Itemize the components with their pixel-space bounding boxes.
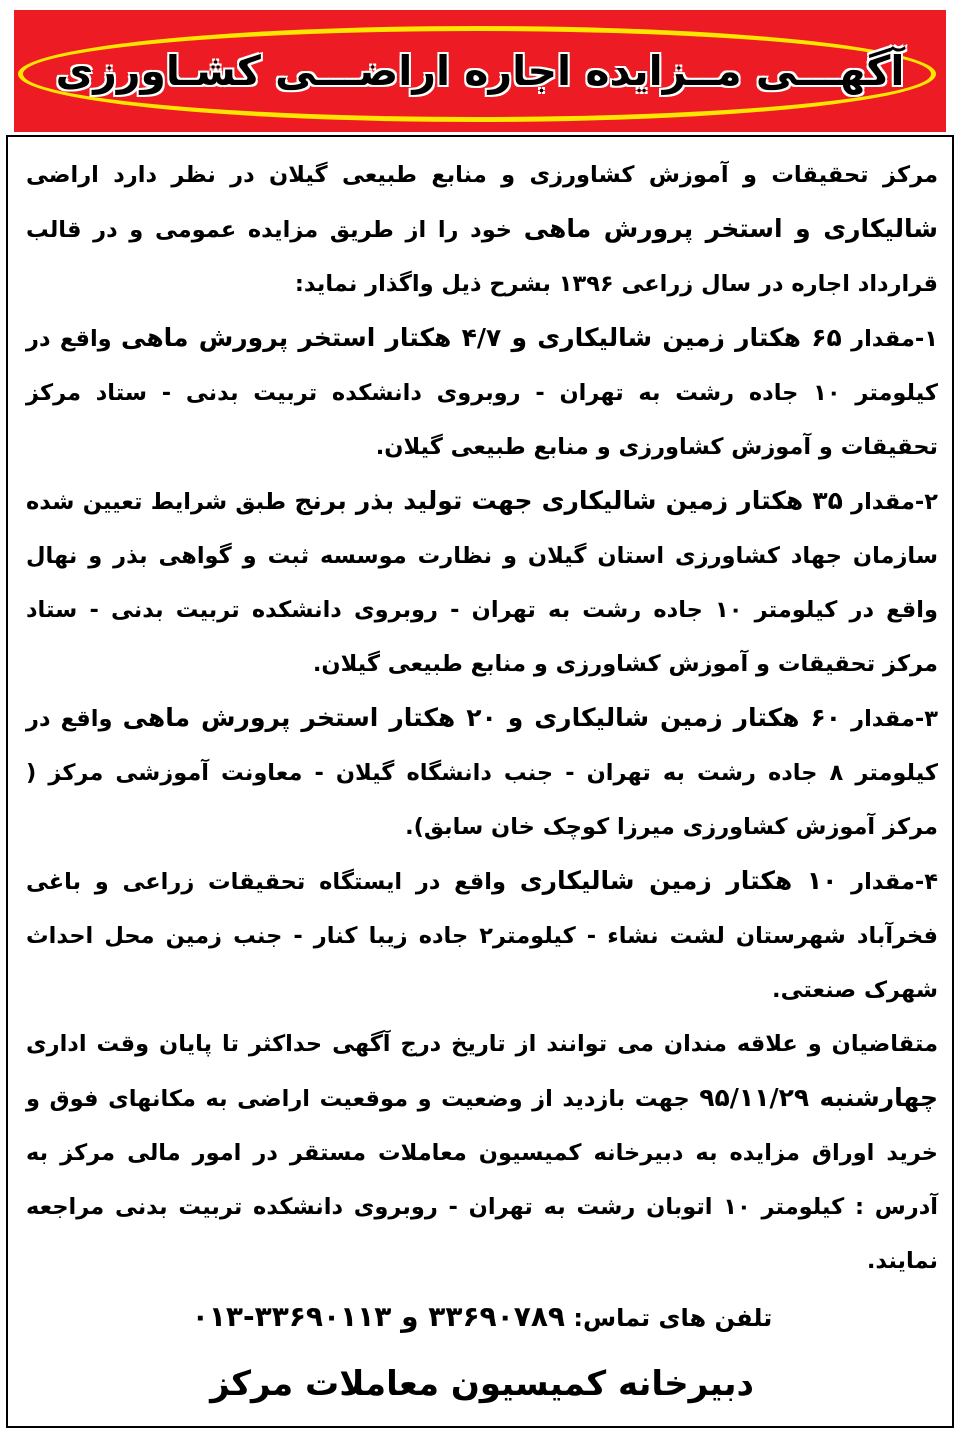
contact-and: و [391,1300,429,1333]
contact-line [26,1290,938,1344]
header-banner [14,10,946,132]
item-bold: ۱۰ هکتار زمین شالیکاری [519,866,838,895]
item-prefix: ۱-مقدار [841,326,938,352]
intro-paragraph [26,148,938,311]
item-text: طبق شرایط تعیین شده سازمان جهاد کشاورزی استان گیلان و نظارت موسسه ثبت و گواهی بذر و نهال واقع در کیلومتر ۱۰ جاده رشت به تهران - روبروی دانشکده تربیت بدنی - ستاد مرکز تحقیقات و آموزش کشاورزی و منابع طبیعی گیلان. [26,489,938,677]
phone-number-2: ۳۳۶۹۰۱۱۳-۰۱۳ [191,1300,392,1333]
signature: دبیرخانه کمیسیون معاملات مرکز [210,1364,754,1404]
intro-bold: شالیکاری و استخر پرورش ماهی [523,214,938,243]
phone-number-1: ۳۳۶۹۰۷۸۹ [428,1300,565,1333]
intro-text-2: خود را از طریق مزایده عمومی و در قالب قرارداد اجاره در سال زراعی ۱۳۹۶ بشرح ذیل واگذار نماید: [26,217,938,297]
deadline-date: چهارشنبه ۹۵/۱۱/۲۹ [699,1083,939,1112]
intro-text: مرکز تحقیقات و آموزش کشاورزی و منابع طبیعی گیلان در نظر دارد اراضی [26,162,938,188]
item-prefix: ۳-مقدار [841,706,938,732]
notice-body [26,148,938,1288]
item-bold: ۶۵ هکتار زمین شالیکاری و ۴/۷ هکتار استخر پرورش ماهی [121,323,842,352]
list-item [26,854,938,1017]
item-text: واقع در کیلومتر ۸ جاده رشت به تهران - جنب دانشگاه گیلان - معاونت آموزشی مرکز ( مرکز آموزش کشاورزی میرزا کوچک خان سابق). [26,706,938,840]
item-prefix: ۴-مقدار [837,869,938,895]
page-title: آگهـــی مــزایده اجاره اراضـــی کشـاورزی [55,47,905,95]
list-item [26,691,938,854]
item-bold: ۳۵ هکتار زمین شالیکاری جهت تولید بذر برنج [294,486,843,515]
closing-text-2: جهت بازدید از وضعیت و موقعیت اراضی به مکانهای فوق و خرید اوراق مزایده به دبیرخانه کمیسیون معاملات مستقر در امور مالی مرکز به آدرس : کیلومتر ۱۰ اتوبان رشت به تهران - روبروی دانشکده تربیت بدنی مراجعه نمایند. [26,1086,938,1274]
list-item [26,474,938,691]
list-item [26,311,938,474]
item-text: واقع در کیلومتر ۱۰ جاده رشت به تهران - روبروی دانشکده تربیت بدنی - ستاد مرکز تحقیقات و آموزش کشاورزی و منابع طبیعی گیلان. [26,326,938,460]
item-text: واقع در ایستگاه تحقیقات زراعی و باغی فخرآباد شهرستان لشت نشاء - کیلومتر۲ جاده زیبا کنار - جنب زمین محل احداث شهرک صنعتی. [26,869,938,1003]
item-prefix: ۲-مقدار [842,489,939,515]
closing-paragraph [26,1017,938,1288]
closing-text: متقاضیان و علاقه مندان می توانند از تاریخ درج آگهی حداکثر تا پایان وقت اداری [26,1031,938,1057]
item-bold: ۶۰ هکتار زمین شالیکاری و ۲۰ هکتار استخر پرورش ماهی [122,703,842,732]
contact-label: تلفن های تماس: [565,1304,773,1332]
